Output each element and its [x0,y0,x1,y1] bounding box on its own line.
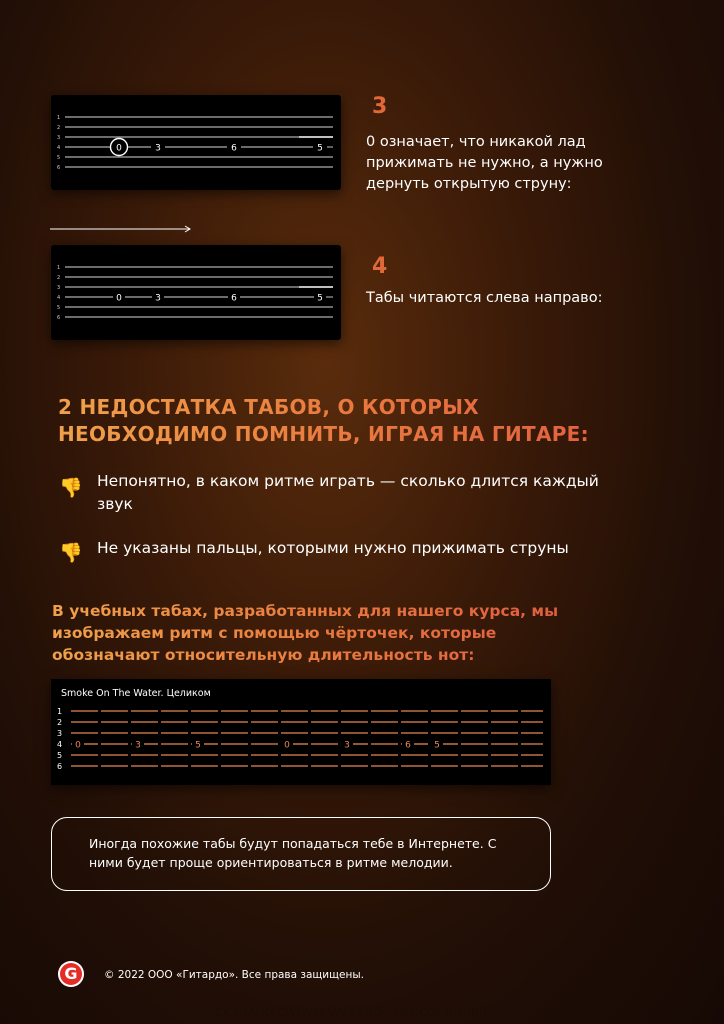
logo-icon: G [58,961,84,987]
step-text-3: 0 означает, что никакой лад прижимать не нужно, а нужно дернуть открытую струну: [366,134,603,192]
tab-note: 3 [155,143,161,154]
tab-note: 5 [317,143,323,154]
step-number-4: 4 [372,254,388,279]
bullet-item-fingers: Не указаны пальцы, которыми нужно прижимать струны [97,539,569,557]
svg-text:4: 4 [57,295,61,301]
svg-text:5: 5 [57,305,61,311]
step-text-4: Табы читаются слева направо: [366,290,603,306]
tab-note: 6 [231,293,237,304]
svg-text:2: 2 [57,275,61,281]
thumbs-down-icon: 👎 [59,542,83,564]
svg-text:5: 5 [57,751,63,760]
string-numbers [57,265,60,321]
tab-note: 5 [195,740,201,751]
tab-note: 0 [75,740,81,751]
svg-text:1: 1 [57,265,61,271]
tab-note: 3 [155,293,161,304]
copyright-text: © 2022 ООО «Гитардо». Все права защищены. [104,969,364,981]
svg-text:3: 3 [57,135,61,141]
rhythm-tab-title: Smoke On The Water. Целиком [61,688,211,699]
tab-example-left-to-right [51,245,341,340]
tab-note: 0 [116,293,122,304]
thumbs-down-icon: 👎 [59,477,83,499]
svg-text:1: 1 [57,115,61,121]
svg-text:1: 1 [57,707,63,716]
download-watermark: СКАЧАНО С WWW.SW.BAND - ПРИСОЕДИНЯЙСЯ! [214,1005,510,1019]
svg-text:5: 5 [57,155,61,161]
tab-staff-3 [51,95,341,190]
string-numbers [57,115,60,171]
course-tabs-paragraph: В учебных табах, разработанных для нашего курса, мы изображаем ритм с помощью чёрточек, которые обозначают относительную длительность нот: [52,600,592,666]
svg-text:2: 2 [57,125,61,131]
rhythm-tab-example [51,679,551,785]
svg-text:3: 3 [57,285,61,291]
rhythm-tab-staff [51,679,551,785]
string-numbers [57,707,62,771]
hint-text: Иногда похожие табы будут попадаться тебе в Интернете. С ними будет проще ориентироваться в ритме мелодии. [89,836,497,870]
svg-text:3: 3 [57,729,63,738]
arrow-right-icon [50,224,195,234]
tab-note: 6 [231,143,237,154]
tab-note: 0 [284,740,290,751]
heading-line-1: 2 НЕДОСТАТКА ТАБОВ, О КОТОРЫХ [58,395,479,419]
tab-note: 5 [317,293,323,304]
hint-box [51,817,551,891]
step-number-3: 3 [372,94,388,119]
svg-text:6: 6 [57,315,61,321]
tab-note: 0 [116,143,122,154]
svg-text:2: 2 [57,718,63,727]
tab-note: 5 [434,740,440,751]
heading-line-2: НЕОБХОДИМО ПОМНИТЬ, ИГРАЯ НА ГИТАРЕ: [58,422,589,446]
tab-note: 3 [135,740,141,751]
section-heading [58,394,678,448]
tab-example-open-string [51,95,341,190]
svg-text:4: 4 [57,145,61,151]
svg-text:6: 6 [57,762,63,771]
bullet-item-rhythm: Непонятно, в каком ритме играть — сколько длится каждый звук [97,472,599,513]
tab-staff-4 [51,245,341,340]
tab-note: 6 [405,740,411,751]
svg-text:6: 6 [57,165,61,171]
tab-note: 3 [344,740,350,751]
svg-text:4: 4 [57,740,63,749]
